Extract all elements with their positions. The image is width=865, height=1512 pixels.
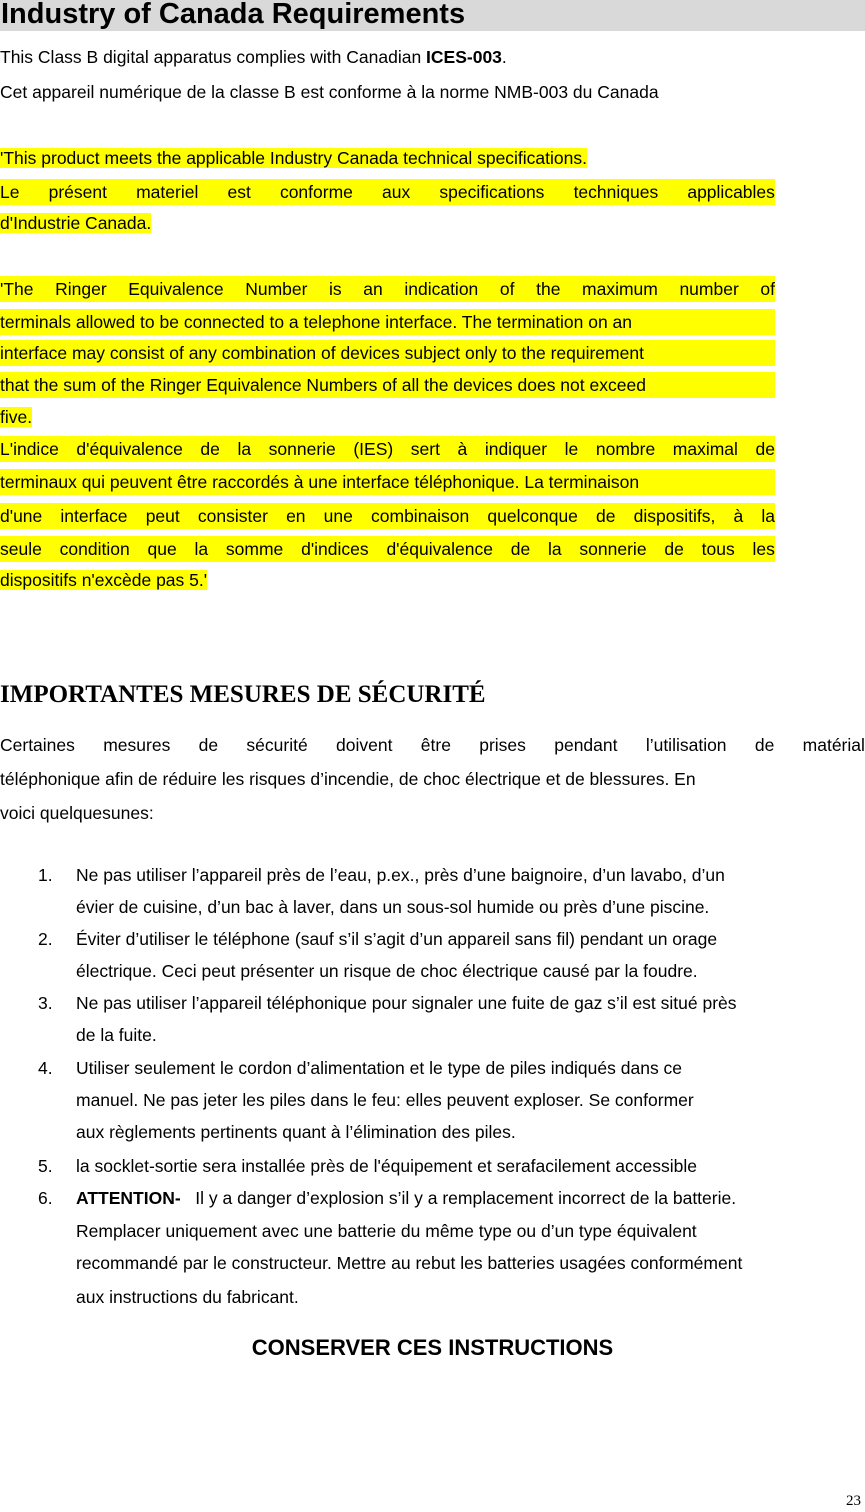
word: somme bbox=[225, 539, 284, 559]
list-item-number: 2. bbox=[38, 929, 53, 949]
word: une bbox=[323, 506, 353, 526]
word: dispositifs, bbox=[633, 506, 716, 526]
list-item-4-line-2: manuel. Ne pas jeter les piles dans le feu: elles peuvent exploser. Se conformer bbox=[76, 1090, 694, 1110]
word: la bbox=[548, 539, 562, 559]
word: d'indices bbox=[301, 539, 369, 559]
list-item-number: 1. bbox=[38, 865, 53, 885]
word: pendant bbox=[554, 735, 618, 755]
word: être bbox=[420, 735, 451, 755]
ices-code: ICES-003 bbox=[426, 47, 502, 67]
list-item-1-line-1: Ne pas utiliser l’appareil près de l’eau, p.ex., près d’une baignoire, d’un lavabo, d’un bbox=[76, 865, 725, 885]
word: que bbox=[147, 539, 177, 559]
list-item-6-line-3: recommandé par le constructeur. Mettre au rebut les batteries usagées conformément bbox=[76, 1253, 743, 1273]
list-item-6-line-1: ATTENTION- Il y a danger d’explosion s’il y a remplacement incorrect de la batterie. bbox=[76, 1188, 737, 1208]
word: specifications bbox=[439, 182, 545, 202]
safety-title: IMPORTANTES MESURES DE SÉCURITÉ bbox=[0, 681, 486, 708]
word: de bbox=[596, 506, 616, 526]
list-item-number: 6. bbox=[38, 1188, 53, 1208]
word: techniques bbox=[573, 182, 659, 202]
ren-fr-line-1 bbox=[0, 436, 775, 462]
page-number: 23 bbox=[846, 1493, 861, 1509]
word: interface bbox=[60, 506, 128, 526]
word: quelconque bbox=[487, 506, 578, 526]
word: la bbox=[194, 539, 209, 559]
word: à bbox=[733, 506, 744, 526]
word: indiquer bbox=[484, 439, 548, 459]
ren-line-2: terminals allowed to be connected to a telephone interface. The termination on an bbox=[0, 312, 633, 332]
word: de bbox=[754, 735, 775, 755]
word: doivent bbox=[336, 735, 393, 755]
word: est bbox=[227, 182, 251, 202]
list-item-number: 5. bbox=[38, 1156, 53, 1176]
tech-spec-line-1: 'This product meets the applicable Industry Canada technical specifications. bbox=[0, 148, 587, 168]
word: nombre bbox=[595, 439, 656, 459]
word: of bbox=[499, 279, 515, 299]
word: Ringer bbox=[55, 279, 107, 299]
word: conforme bbox=[279, 182, 353, 202]
ren-line-5: five. bbox=[0, 407, 33, 427]
word: sonnerie bbox=[268, 439, 336, 459]
list-item-5-line-1: la socklet-sortie sera installée près de l'équipement et serafacilement accessible bbox=[76, 1156, 698, 1176]
word: maximal bbox=[672, 439, 738, 459]
list-item-3-line-2: de la fuite. bbox=[76, 1025, 157, 1045]
word: materiel bbox=[136, 182, 199, 202]
ices-statement-fr: Cet appareil numérique de la classe B est conforme à la norme NMB-003 du Canada bbox=[0, 82, 659, 102]
word: condition bbox=[59, 539, 130, 559]
safety-intro-line-1 bbox=[0, 729, 865, 761]
ices-statement-en: This Class B digital apparatus complies with Canadian ICES-003. bbox=[0, 47, 507, 67]
word: de bbox=[755, 439, 775, 459]
word: number bbox=[679, 279, 739, 299]
word: applicables bbox=[687, 182, 775, 202]
word: l’utilisation bbox=[645, 735, 727, 755]
word: d'équivalence bbox=[76, 439, 183, 459]
word: of bbox=[760, 279, 775, 299]
word: présent bbox=[48, 182, 107, 202]
list-item-number: 4. bbox=[38, 1058, 53, 1078]
word: de bbox=[200, 439, 220, 459]
section-heading-bar bbox=[0, 0, 865, 31]
word: à bbox=[457, 439, 468, 459]
word: de bbox=[664, 539, 684, 559]
word: sert bbox=[410, 439, 440, 459]
ren-line-1 bbox=[0, 276, 775, 302]
ren-line-4: that the sum of the Ringer Equivalence Numbers of all the devices does not exceed bbox=[0, 375, 646, 395]
word: is bbox=[329, 279, 342, 299]
ren-fr-line-2: terminaux qui peuvent être raccordés à une interface téléphonique. La terminaison bbox=[0, 472, 640, 492]
word: les bbox=[752, 539, 775, 559]
word: indication bbox=[404, 279, 479, 299]
ren-fr-line-4 bbox=[0, 536, 775, 562]
word: en bbox=[286, 506, 306, 526]
closing-instruction: CONSERVER CES INSTRUCTIONS bbox=[251, 1335, 614, 1360]
list-item-2-line-1: Éviter d’utiliser le téléphone (sauf s’il s’agit d’un appareil sans fil) pendant un orage bbox=[76, 929, 718, 949]
page-title: Industry of Canada Requirements bbox=[1, 0, 466, 30]
word: la bbox=[237, 439, 252, 459]
ren-line-3: interface may consist of any combination of devices subject only to the requirement bbox=[0, 343, 644, 363]
attention-label: ATTENTION- bbox=[76, 1188, 181, 1208]
word: peut bbox=[145, 506, 180, 526]
list-item-4-line-1: Utiliser seulement le cordon d’alimentation et le type de piles indiqués dans ce bbox=[76, 1058, 683, 1078]
word: the bbox=[536, 279, 561, 299]
word: de bbox=[198, 735, 219, 755]
word: 'The bbox=[0, 279, 34, 299]
list-item-number: 3. bbox=[38, 993, 53, 1013]
word: consister bbox=[197, 506, 268, 526]
list-item-6-line-2: Remplacer uniquement avec une batterie du même type ou d’un type équivalent bbox=[76, 1221, 697, 1241]
word: (IES) bbox=[353, 439, 394, 459]
word: an bbox=[363, 279, 383, 299]
tech-spec-line-2 bbox=[0, 179, 775, 205]
list-item-6-line-4: aux instructions du fabricant. bbox=[76, 1287, 299, 1307]
word: la bbox=[761, 506, 775, 526]
word: de bbox=[510, 539, 531, 559]
word: d'équivalence bbox=[386, 539, 493, 559]
safety-intro-line-3: voici quelquesunes: bbox=[0, 803, 154, 823]
word: L'indice bbox=[0, 439, 59, 459]
word: d'une bbox=[0, 506, 43, 526]
ren-fr-line-5: dispositifs n'excède pas 5.' bbox=[0, 570, 208, 590]
word: aux bbox=[382, 182, 411, 202]
word: le bbox=[564, 439, 579, 459]
list-item-4-line-3: aux règlements pertinents quant à l’élimination des piles. bbox=[76, 1122, 516, 1142]
word: sécurité bbox=[246, 735, 308, 755]
word: seule bbox=[0, 539, 42, 559]
word: combinaison bbox=[371, 506, 470, 526]
word: matérial bbox=[802, 735, 865, 755]
word: maximum bbox=[582, 279, 658, 299]
tech-spec-line-3: d'Industrie Canada. bbox=[0, 213, 152, 233]
list-item-3-line-1: Ne pas utiliser l’appareil téléphonique pour signaler une fuite de gaz s’il est situé près bbox=[76, 993, 737, 1013]
word: Number bbox=[245, 279, 308, 299]
ren-fr-line-3 bbox=[0, 503, 775, 529]
list-item-2-line-2: électrique. Ceci peut présenter un risque de choc électrique causé par la foudre. bbox=[76, 961, 698, 981]
word: tous bbox=[701, 539, 735, 559]
list-item-1-line-2: évier de cuisine, d’un bac à laver, dans un sous-sol humide ou près d’une piscine. bbox=[76, 897, 710, 917]
word: Certaines bbox=[0, 735, 75, 755]
safety-intro-line-2: téléphonique afin de réduire les risques d’incendie, de choc électrique et de blessures. En bbox=[0, 769, 696, 789]
word: Le bbox=[0, 182, 20, 202]
word: Equivalence bbox=[128, 279, 224, 299]
word: sonnerie bbox=[579, 539, 647, 559]
word: mesures bbox=[103, 735, 171, 755]
word: prises bbox=[479, 735, 526, 755]
